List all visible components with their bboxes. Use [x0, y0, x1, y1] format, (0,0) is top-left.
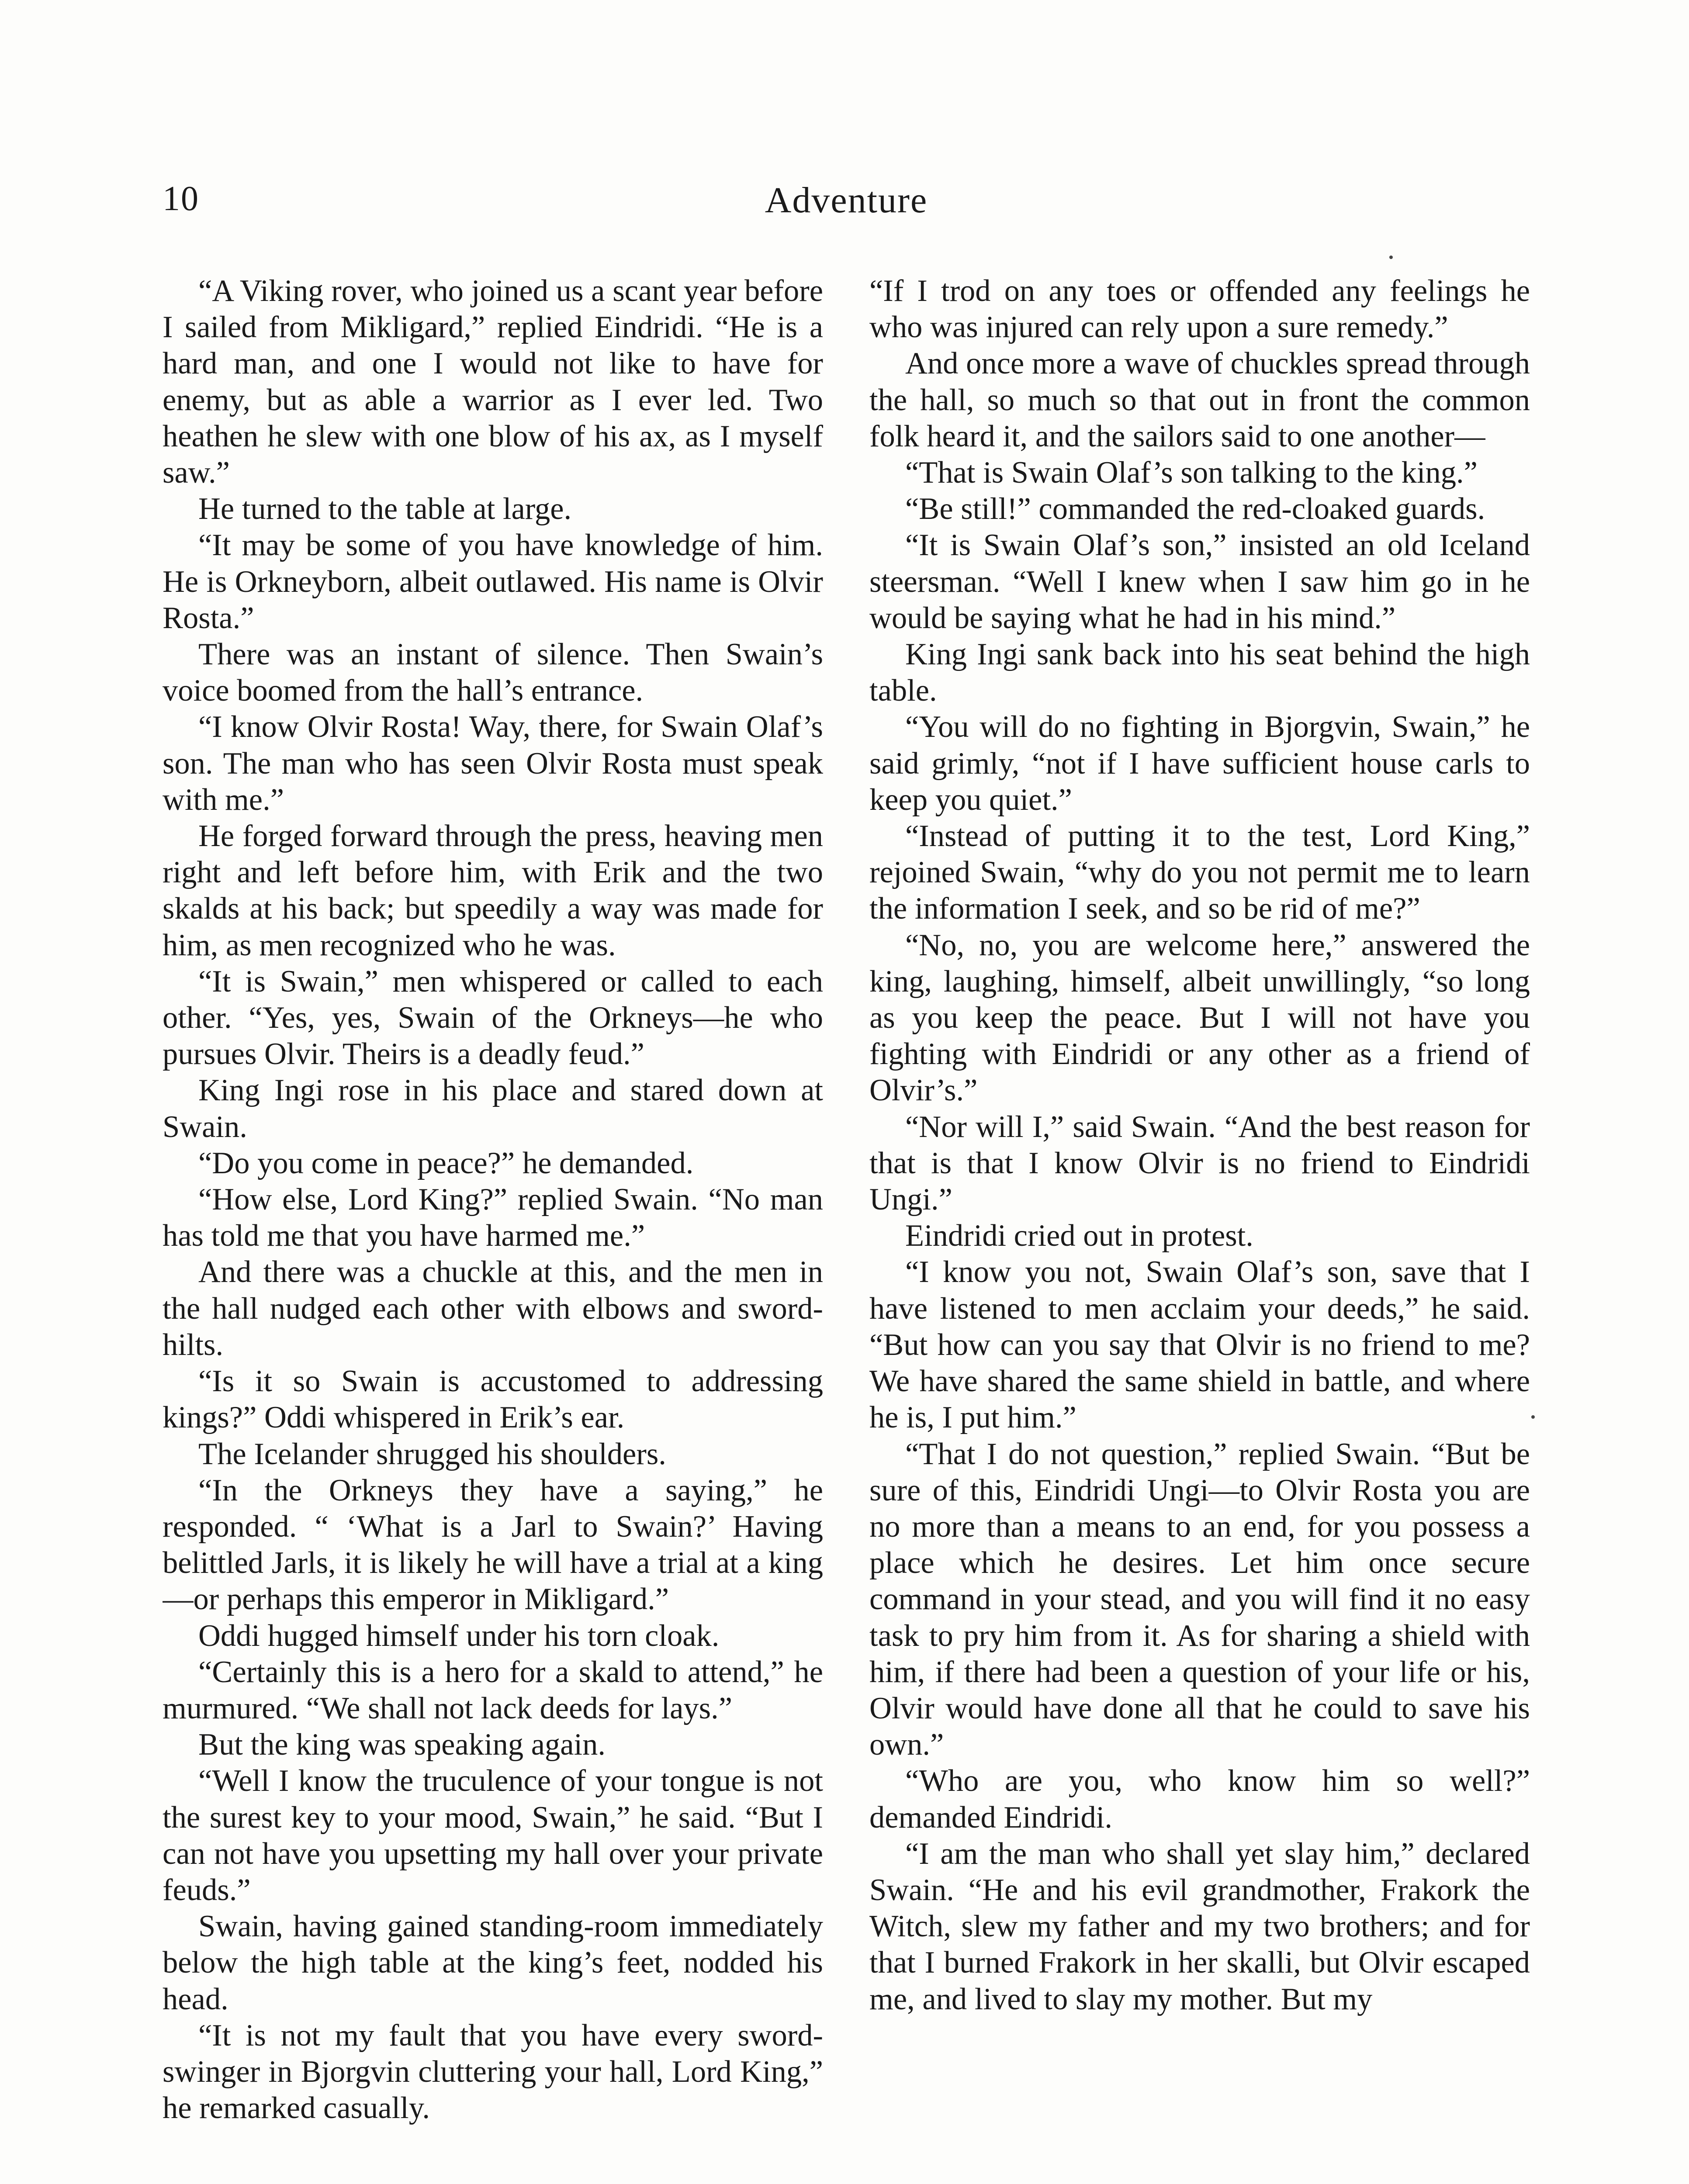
paragraph: “Well I know the truculence of your tongue is not the surest key to your mood, Swain,” he said. “But I can not have you upsetting my hall over your private feuds.” [163, 1764, 823, 1907]
paragraph: “It is not my fault that you have every sword-swinger in Bjorgvin cluttering your hall, Lord King,” he remarked casually. [163, 2018, 823, 2125]
paragraph: There was an instant of silence. Then Swain’s voice boomed from the hall’s entrance. [163, 637, 823, 708]
paragraph: The Icelander shrugged his shoulders. [198, 1437, 666, 1471]
paragraph: “Instead of putting it to the test, Lord King,” rejoined Swain, “why do you not permit me to learn the information I seek, and so be rid of me?” [869, 819, 1530, 926]
paragraph: Swain, having gained standing-room immediately below the high table at the king’s feet, nodded his head. [163, 1909, 823, 2016]
paragraph: “You will do no fighting in Bjorgvin, Swain,” he said grimly, “not if I have sufficient house carls to keep you quiet.” [869, 710, 1530, 817]
paragraph: “It is Swain,” men whispered or called to each other. “Yes, yes, Swain of the Orkneys—he who pursues Olvir. Theirs is a deadly feud.” [163, 964, 823, 1071]
paragraph: “A Viking rover, who joined us a scant year before I sailed from Mikligard,” replied Eindridi. “He is a hard man, and one I would not like to have for enemy, but as able a warrior as I ever led. Two heathen he slew with one blow of his ax, as I myself saw.” [163, 274, 823, 490]
paragraph: “It is Swain Olaf’s son,” insisted an old Iceland steersman. “Well I knew when I saw him go in he would be saying what he had in his mind.” [869, 528, 1530, 635]
article-body [163, 273, 1530, 2184]
print-speck [1389, 256, 1393, 259]
paragraph: “I am the man who shall yet slay him,” declared Swain. “He and his evil grandmother, Frakork the Witch, slew my father and my two brothers; and for that I burned Frakork in her skalli, but Olvir escaped me, and lived to slay my mother. But my [869, 1836, 1530, 2016]
paragraph: “Who are you, who know him so well?” demanded Eindridi. [869, 1764, 1530, 1835]
paragraph: He turned to the table at large. [198, 492, 572, 526]
paragraph: “Do you come in peace?” he demanded. [198, 1146, 694, 1180]
page-number: 10 [163, 180, 199, 218]
paragraph: “No, no, you are welcome here,” answered the king, laughing, himself, albeit unwillingly, “so long as you keep the peace. But I will not have you fighting with Eindridi or any other as a friend of Olvir’s.” [869, 928, 1530, 1108]
paragraph: He forged forward through the press, heaving men right and left before him, with Erik and the two skalds at his back; but speedily a way was made for him, as men recognized who he was. [163, 819, 823, 962]
paragraph: “In the Orkneys they have a saying,” he responded. “ ‘What is a Jarl to Swain?’ Having belittled Jarls, it is likely he will have a trial at a king—or perhaps this emperor in Mikligard.” [163, 1473, 823, 1617]
paragraph: “That I do not question,” replied Swain. “But be sure of this, Eindridi Ungi—to Olvir Rosta you are no more than a means to an end, for you possess a place which he desires. Let him once secure command in your stead, and you will find it no easy task to pry him from it. As for sharing a shield with him, if there had been a question of your life or his, Olvir would have done all that he could to save his own.” [869, 1437, 1530, 1762]
print-speck [1531, 1415, 1535, 1419]
paragraph: Oddi hugged himself under his torn cloak. [198, 1618, 720, 1653]
paragraph: King Ingi sank back into his seat behind the high table. [869, 637, 1530, 708]
paragraph: Eindridi cried out in protest. [905, 1219, 1253, 1253]
paragraph: But the king was speaking again. [198, 1728, 606, 1762]
paragraph: “I know you not, Swain Olaf’s son, save that I have listened to men acclaim your deeds,” he said. “But how can you say that Olvir is no friend to me? We have shared the same shield in battle, and where he is, I put him.” [869, 1255, 1530, 1435]
right-column [869, 273, 1530, 2184]
paragraph: “How else, Lord King?” replied Swain. “No man has told me that you have harmed me.” [163, 1182, 823, 1253]
paragraph: “Is it so Swain is accustomed to addressing kings?” Oddi whispered in Erik’s ear. [163, 1364, 823, 1435]
paragraph: And there was a chuckle at this, and the men in the hall nudged each other with elbows and sword-hilts. [163, 1255, 823, 1362]
paragraph: “I know Olvir Rosta! Way, there, for Swain Olaf’s son. The man who has seen Olvir Rosta must speak with me.” [163, 710, 823, 817]
paragraph: “Be still!” commanded the red-cloaked guards. [905, 492, 1485, 526]
paragraph: “Nor will I,” said Swain. “And the best reason for that is that I know Olvir is no friend to Eindridi Ungi.” [869, 1109, 1530, 1217]
page-title: Adventure [765, 180, 928, 221]
page-header [163, 179, 1530, 232]
left-column [163, 273, 823, 2184]
paragraph: And once more a wave of chuckles spread through the hall, so much so that out in front the common folk heard it, and the sailors said to one another— [869, 346, 1530, 453]
paragraph: “It may be some of you have knowledge of him. He is Orkneyborn, albeit outlawed. His name is Olvir Rosta.” [163, 528, 823, 635]
paragraph: “That is Swain Olaf’s son talking to the king.” [905, 456, 1478, 490]
paragraph-continuation: “If I trod on any toes or offended any feelings he who was injured can rely upon a sure remedy.” [869, 274, 1530, 345]
paragraph: King Ingi rose in his place and stared down at Swain. [163, 1073, 823, 1144]
paragraph: “Certainly this is a hero for a skald to attend,” he murmured. “We shall not lack deeds for lays.” [163, 1655, 823, 1725]
